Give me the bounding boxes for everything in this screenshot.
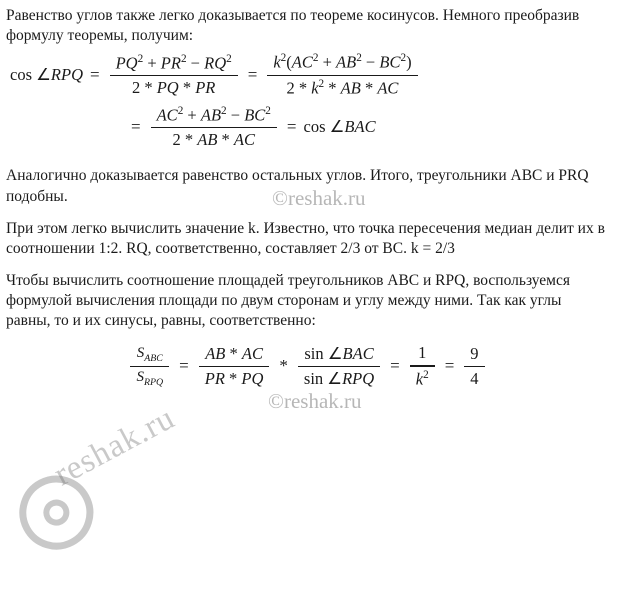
formula-2-multiply: *: [279, 356, 288, 376]
formula-2-fraction-2-denominator: sin ∠RPQ: [303, 368, 375, 388]
formula-2-equals-3: =: [444, 356, 455, 376]
formula-1-fraction-3: [151, 105, 277, 151]
formula-2-lhs-numerator: $S_{ABC}$: [136, 344, 163, 364]
formula-1-fraction-3-denominator: 2 * AB * AC: [172, 130, 255, 150]
formula-1-fraction-2-denominator: $2 * k^2$ * AB * AC: [286, 78, 399, 98]
fraction-bar: [410, 365, 435, 366]
formula-1-equals-3: =: [131, 117, 141, 137]
formula-1-fraction-1-denominator: 2 * PQ * PR: [131, 78, 216, 98]
formula-2-fraction-3-numerator: 1: [418, 343, 427, 363]
formula-1-fraction-1: [110, 53, 238, 99]
formula-2-fraction-1: [199, 344, 270, 389]
paragraph-3: При этом легко вычислить значение k. Известно, что точка пересечения медиан делит их в соотношении 1:2. RQ, соответственно, составляет 2/3 от BC. k = 2/3: [6, 219, 605, 257]
formula-2: [6, 343, 609, 389]
watermark-text-bottom: ©reshak.ru: [268, 389, 362, 413]
formula-1-fraction-2: [267, 52, 417, 98]
formula-2-fraction-2-numerator: sin ∠BAC: [304, 343, 374, 363]
formula-1-line-2: [6, 105, 609, 151]
formula-1-fraction-1-numerator: $PQ^2 + PR^2 - RQ^2$: [115, 52, 232, 73]
formula-2-fraction-1-denominator: PR * PQ: [204, 368, 264, 388]
fraction-bar: [110, 75, 238, 76]
formula-2-fraction-2: [298, 344, 380, 389]
formula-2-lhs-denominator: $S_{RPQ}$: [136, 368, 164, 388]
formula-2-fraction-3: [410, 343, 435, 389]
copyright-ring-icon: [6, 463, 106, 563]
paragraph-2: Аналогично доказывается равенство остальных углов. Итого, треугольники ABC и PRQ подобны.: [6, 167, 589, 205]
formula-1-fraction-3-numerator: $AC^2 + AB^2 - BC^2$: [156, 104, 271, 125]
formula-1-equals-2: =: [247, 65, 258, 85]
formula-1-line-1: [6, 52, 609, 98]
formula-1-rhs: cos ∠BAC: [303, 117, 376, 137]
fraction-bar: [199, 366, 270, 367]
watermark-logo: [0, 353, 234, 611]
fraction-bar: [464, 366, 484, 367]
paragraph-1: Равенство углов также легко доказывается по теореме косинусов. Немного преобразив формулу теоремы, получим:: [6, 7, 580, 45]
formula-1-lhs: cos ∠RPQ: [10, 65, 83, 85]
watermark-text-top: ©reshak.ru: [272, 186, 366, 210]
formula-1-equals-4: =: [286, 117, 297, 137]
formula-2-fraction-4-denominator: 4: [470, 368, 479, 388]
fraction-bar: [151, 127, 277, 128]
formula-2-fraction-3-denominator: $k^2$: [415, 368, 429, 389]
fraction-bar: [267, 75, 417, 76]
formula-2-lhs-fraction: [130, 345, 169, 388]
fraction-bar: [130, 366, 169, 367]
fraction-bar: [298, 366, 380, 367]
formula-2-equals-2: =: [390, 356, 400, 376]
formula-1-fraction-2-numerator: $k^2(AC^2 + AB^2 - BC^2)$: [273, 52, 412, 72]
formula-1-equals-1: =: [90, 65, 100, 85]
paragraph-4: Чтобы вычислить соотношение площадей треугольников ABC и RPQ, воспользуемся формулой вычисления площади по двум сторонам и углу между ними. Так как углы равны, то и их синусы, равны, соответственно:: [6, 271, 570, 330]
formula-2-fraction-4-numerator: 9: [470, 343, 479, 363]
watermark-logo-text: reshak.ru: [48, 399, 181, 494]
formula-2-fraction-4: [464, 344, 484, 389]
formula-2-fraction-1-numerator: AB * AC: [205, 343, 263, 363]
formula-2-equals-1: =: [179, 356, 189, 376]
